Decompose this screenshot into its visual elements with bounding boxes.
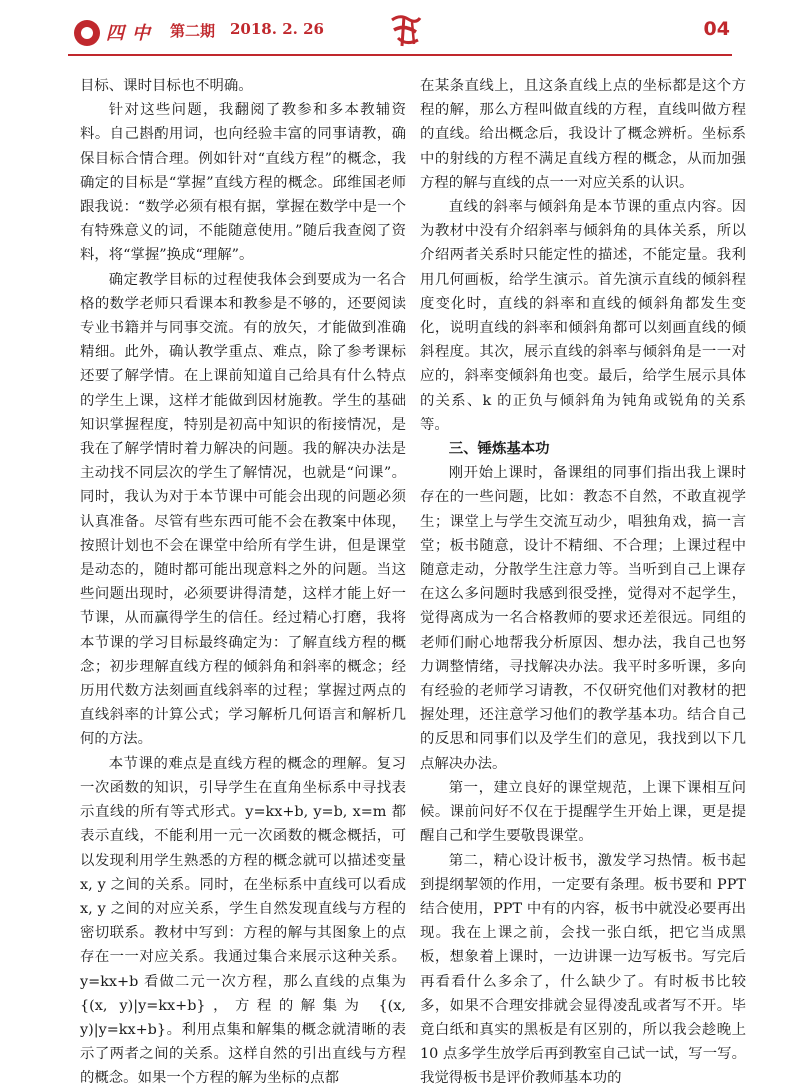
- paragraph: 第一，建立良好的课堂规范，上课下课相互问候。课前问好不仅在于提醒学生开始上课，更是提醒自己和学生要敬畏课堂。: [420, 779, 746, 845]
- paragraph: 确定教学目标的过程使我体会到要成为一名合格的数学老师只看课本和教参是不够的，还要阅读专业书籍并与同事交流。有的放矢，才能做到准确精细。此外，确认教学重点、难点，除了参考课标还要了解学情。在上课前知道自己给具有什么特点的学生上课，这样才能做到因材施教。学生的基础知识掌握程度，特别是初高中知识的衔接情况，是我在了解学情时着力解决的问题。我的解决办法是主动找不同层次的学生了解情况，也就是“问课”。同时，我认为对于本节课中可能会出现的问题必须认真准备。尽管有些东西可能不会在教案中体现，按照计划也不会在课堂中给所有学生讲，但是课堂是动态的，随时都可能出现意料之外的问题。当这些问题出现时，必须要讲得清楚，这样才能上好一节课，从而赢得学生的信任。经过精心打磨，我将本节课的学习目标最终确定为：了解直线方程的概念；初步理解直线方程的倾斜角和斜率的概念；经历用代数方法刻画直线斜率的过程；掌握过两点的直线斜率的计算公式；学习解析几何语言和解析几何的方法。: [80, 271, 406, 748]
- red-calligraphy-emblem-icon: [384, 10, 426, 52]
- paragraph: 本节课的难点是直线方程的概念的理解。复习一次函数的知识，引导学生在直角坐标系中寻找表示直线的所有等式形式。y=kx+b, y=b, x=m 都表示直线，不能利用一元一次函数的概念概括，可以发现利用学生熟悉的方程的概念就可以描述变量 x, y 之间的关系。同时，在坐标系中直线可以看成 x, y 之间的对应关系，学生自然发现直线与方程的密切联系。教材中写到：方程的解与其图象上的点存在一一对应关系。我通过集合来展示这种关系。y=kx+b 看做二元一次方程，那么直线的点集为 {(x, y)|y=kx+b}，方程的解集为 {(x, y)|y=kx+b}。利用点集和解集的概念就清晰的表示了两者之间的关系。这样自然的引出直线与方程的概念。如果一个方程的解为坐标的点都: [80, 755, 406, 1087]
- page-header: [0, 0, 800, 72]
- page-number: 04: [703, 18, 730, 40]
- paragraph: 在某条直线上，且这条直线上点的坐标都是这个方程的解，那么方程叫做直线的方程，直线叫做方程的直线。给出概念后，我设计了概念辨析。坐标系中的射线的方程不满足直线方程的概念，从而加强方程的解与直线的点一一对应关系的认识。: [420, 78, 746, 191]
- issue-date: 2018. 2. 26: [230, 20, 324, 38]
- paragraph: 直线的斜率与倾斜角是本节课的重点内容。因为教材中没有介绍斜率与倾斜角的具体关系，所以介绍两者关系时只能定性的描述，不能定量。我利用几何画板，给学生演示。首先演示直线的倾斜程度变化时，直线的斜率和直线的倾斜角都发生变化，说明直线的斜率和倾斜角都可以刻画直线的倾斜程度。其次，展示直线的斜率与倾斜角是一一对应的，斜率变倾斜角也变。最后，给学生展示具体的关系、k 的正负与倾斜角为钝角或锐角的关系等。: [420, 199, 746, 433]
- paragraph: 第二，精心设计板书，激发学习热情。板书起到提纲挈领的作用，一定要有条理。板书要和 PPT 结合使用，PPT 中有的内容，板书中就没必要再出现。我在上课之前，会找一张白纸，把它当成黑板，想象着上课时，一边讲课一边写板书。写完后再看看什么多余了，什么缺少了。有时板书比较多，如果不合理安排就会显得凌乱或者写不开。毕竟白纸和真实的黑板是有区别的，所以我会趁晚上 10 点多学生放学后再到教室自己试一试，写一写。我觉得板书是评价教师基本功的: [420, 852, 746, 1087]
- paragraph: 刚开始上课时，备课组的同事们指出我上课时存在的一些问题，比如：教态不自然，不敢直视学生；课堂上与学生交流互动少，唱独角戏，搞一言堂；板书随意，设计不精细、不合理；上课过程中随意走动，分散学生注意力等。当听到自己上课存在这么多问题时我感到很受挫，觉得对不起学生，觉得离成为一名合格教师的要求还差很远。同组的老师们耐心地帮我分析原因、想办法，我自己也努力调整情绪，寻找解决办法。我平时多听课，多向有经验的老师学习请教，不仅研究他们对教材的把握处理，还注意学习他们的教学基本功。结合自己的反思和同事们以及学生们的意见，我找到以下几点解决办法。: [420, 465, 746, 772]
- newspaper-name: 四中: [106, 23, 158, 44]
- right-column: [420, 74, 746, 1091]
- paragraph: 目标、课时目标也不明确。: [80, 78, 253, 94]
- section-heading: 三、锤炼基本功: [448, 441, 550, 458]
- school-logo-icon: [74, 20, 100, 46]
- issue-label: 第二期: [170, 22, 216, 40]
- left-column: [80, 74, 406, 1091]
- header-divider: [68, 54, 732, 56]
- paragraph: 针对这些问题，我翻阅了教参和多本教辅资料。自己斟酌用词，也向经验丰富的同事请教，确保目标合情合理。例如针对“直线方程”的概念，我确定的目标是“掌握”直线方程的概念。邱维国老师跟我说：“数学必须有根有据，掌握在数学中是一个有特殊意义的词，不能随意使用。”随后我查阅了资料，将“掌握”换成“理解”。: [80, 102, 406, 264]
